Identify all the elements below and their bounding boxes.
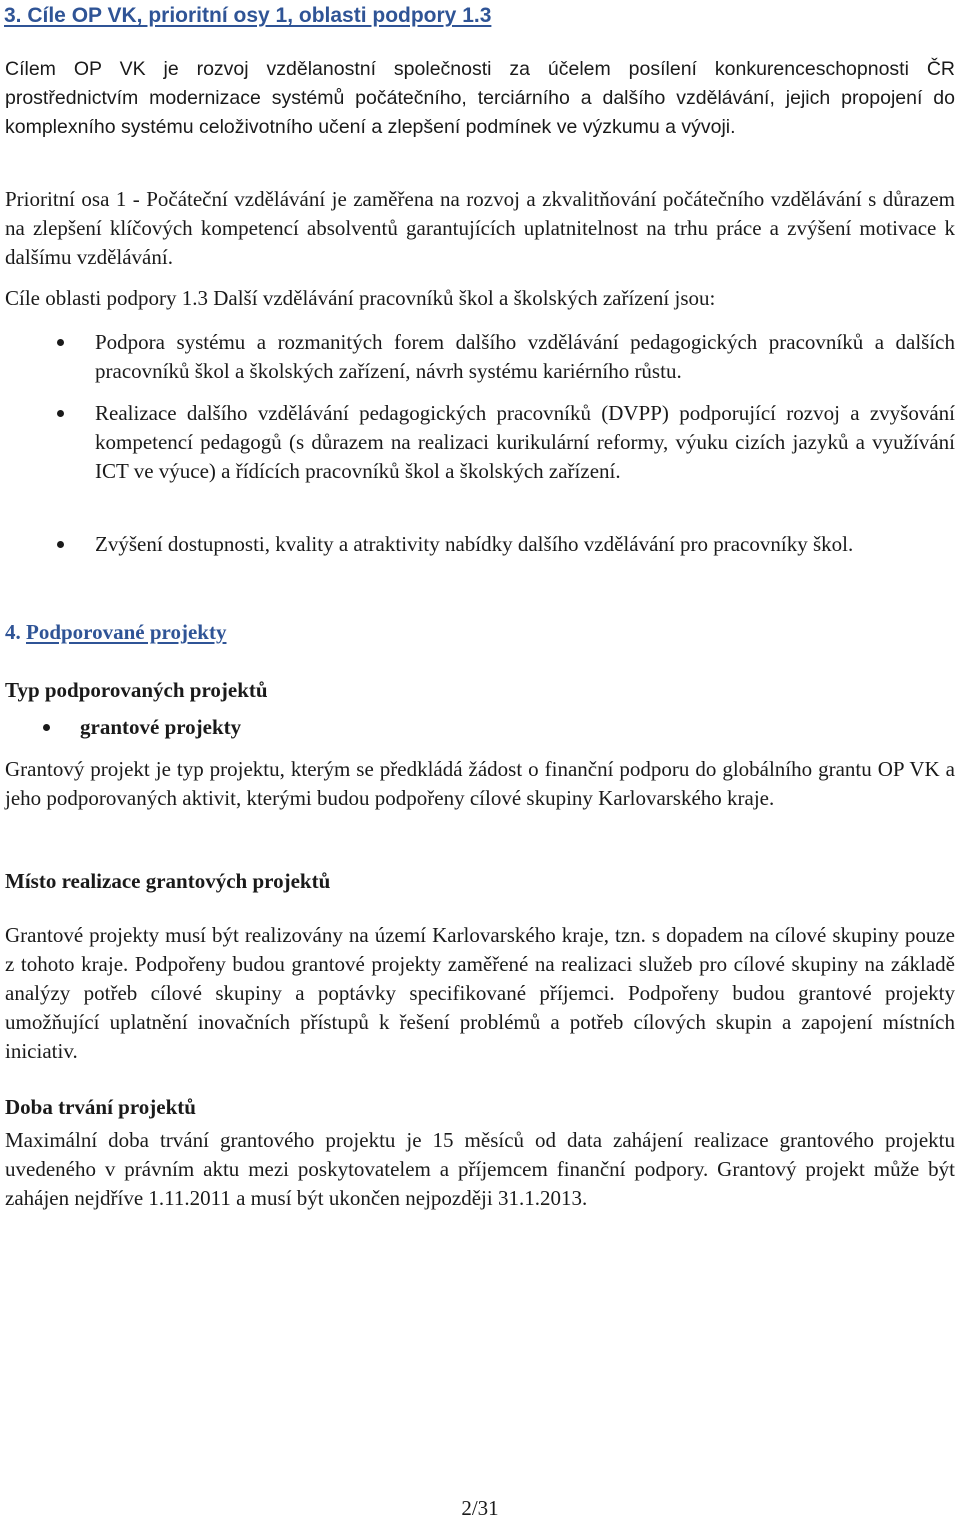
priority-axis-paragraph: Prioritní osa 1 - Počáteční vzdělávání je zaměřena na rozvoj a zkvalitňování počátečního vzdělávání s důrazem na zlepšení klíčových kompetencí absolventů garantujících uplatnitelnost na trhu práce a zvýšení motivace k dalšímu vzdělávání. (5, 187, 955, 269)
page-number: 2/31 (461, 1496, 499, 1520)
grant-description-paragraph: Grantový projekt je typ projektu, kterým se předkládá žádost o finanční podporu do globálního grantu OP VK a jeho podporovaných aktivit, kterými budou podpořeny cílové skupiny Karlovarského kraje. (5, 757, 955, 810)
section-3-heading: 3. Cíle OP VK, prioritní osy 1, oblasti podpory 1.3 (4, 4, 492, 27)
bullet-icon (57, 410, 64, 417)
place-heading: Místo realizace grantových projektů (5, 869, 331, 893)
goal-text: Podpora systému a rozmanitých forem dalšího vzdělávání pedagogických pracovníků a dalších pracovníků škol a školských zařízení, návrh systému kariérního růstu. (95, 330, 955, 383)
place-paragraph: Grantové projekty musí být realizovány na území Karlovarského kraje, tzn. s dopadem na cílové skupiny pouze z tohoto kraje. Podpořeny budou grantové projekty zaměřené na realizaci služeb pro cílové skupiny na základě analýzy potřeb cílové skupiny a poptávky specifikované příjemci. Podpořeny budou grantové projekty umožňující uplatnění inovačních přístupů k řešení problémů a potřeb cílových skupin a zapojení místních iniciativ. (5, 923, 955, 1063)
section-4-title: Podporované projekty (26, 620, 227, 644)
section-4-number: 4. (5, 620, 21, 644)
duration-heading: Doba trvání projektů (5, 1095, 196, 1119)
bullet-icon (43, 724, 50, 731)
duration-paragraph: Maximální doba trvání grantového projektu je 15 měsíců od data zahájení realizace grantového projektu uvedeného v právním aktu mezi poskytovatelem a příjemcem finanční podpory. Grantový projekt může být zahájen nejdříve 1.11.2011 a musí být ukončen nejpozději 31.1.2013. (5, 1128, 955, 1210)
project-type-text: grantové projekty (80, 715, 242, 739)
bullet-icon (57, 541, 64, 548)
bullet-icon (57, 339, 64, 346)
project-types-heading: Typ podporovaných projektů (5, 678, 268, 702)
intro-paragraph: Cílem OP VK je rozvoj vzdělanostní společnosti za účelem posílení konkurenceschopnosti ČR prostřednictvím modernizace systémů počátečního, terciárního a dalšího vzdělávání, jejich propojení do komplexního systému celoživotního učení a zlepšení podmínek ve výzkumu a vývoji. (5, 58, 955, 138)
goal-text: Zvýšení dostupnosti, kvality a atraktivity nabídky dalšího vzdělávání pro pracovníky škol. (95, 532, 854, 556)
goal-text: Realizace dalšího vzdělávání pedagogických pracovníků (DVPP) podporující rozvoj a zvyšování kompetencí pedagogů (s důrazem na realizaci kurikulární reformy, výuku cizích jazyků a využívání ICT ve výuce) a řídících pracovníků škol a školských zařízení. (95, 401, 955, 483)
section-4-heading (5, 618, 226, 647)
goals-intro: Cíle oblasti podpory 1.3 Další vzdělávání pracovníků škol a školských zařízení jsou: (5, 286, 716, 310)
